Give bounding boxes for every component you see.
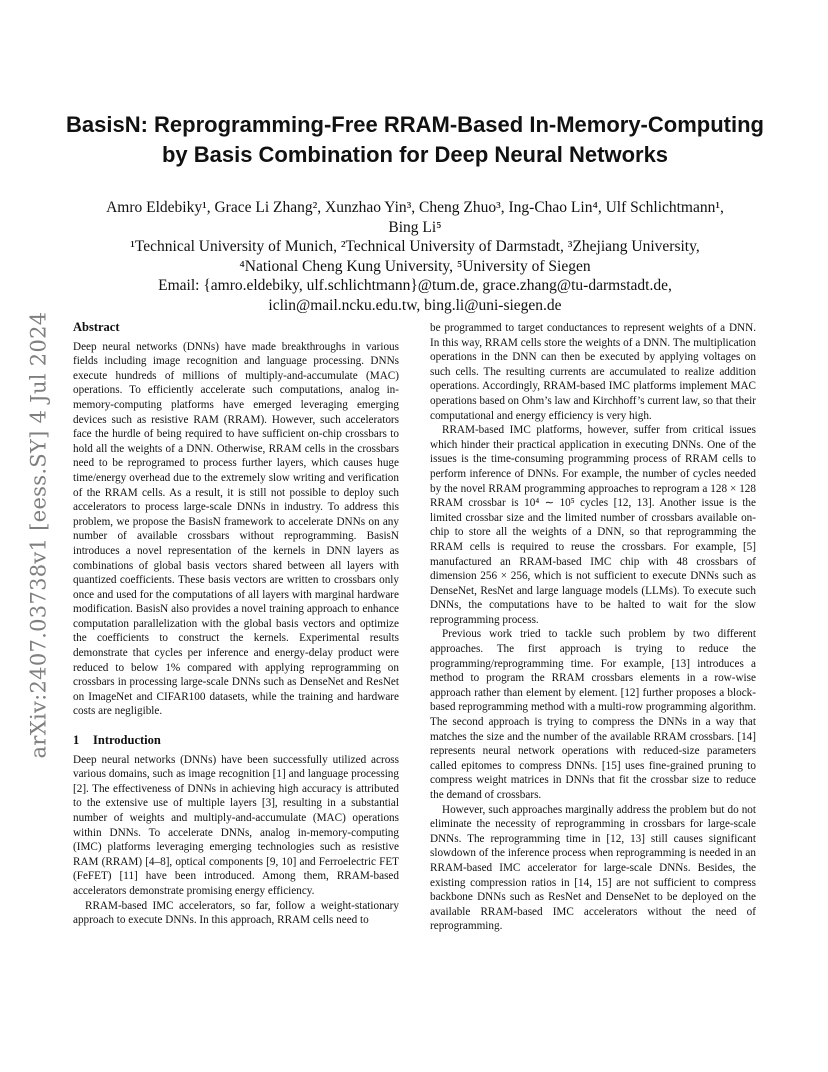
affiliations-line-2: ⁴National Cheng Kung University, ⁵University of Siegen xyxy=(239,257,591,275)
abstract-heading: Abstract xyxy=(73,320,120,334)
author-block xyxy=(70,198,760,315)
right-paragraph-3: Previous work tried to tackle such problem by two different approaches. The first approach is trying to reduce the programming/reprogramming time. For example, [13] introduces a method to program the RRAM crossbars elements in a row-wise approach rather than element by element. [12] further proposes a block-based reprogramming method with a multi-row programming algorithm. The second approach is trying to compress the DNNs in a way that matches the size and the number of the available RRAM crossbars. [14] represents neural network operations with reduced-size parameters called epitomes to compress DNNs. [15] uses fine-grained pruning to compress weight matrices in DNNs that fit the crossbar size to reduce the demand of crossbars. xyxy=(430,628,756,801)
right-paragraph-1: be programmed to target conductances to represent weights of a DNN. In this way, RRAM cells store the weights of a DNN. The multiplication operations in the DNN can then be executed by applying voltages on such cells. The resulting currents are accumulated to realize addition operations. Accordingly, RRAM-based IMC platforms implement MAC operations based on Ohm’s law and Kirchhoff’s current law, so that their computational and energy efficiency is very high. xyxy=(430,322,756,422)
emails-line-1: Email: {amro.eldebiky, ulf.schlichtmann}@tum.de, grace.zhang@tu-darmstadt.de, xyxy=(158,277,672,294)
section-number: 1 xyxy=(73,733,80,748)
affiliations-line-1: ¹Technical University of Munich, ²Technical University of Darmstadt, ³Zhejiang University, xyxy=(130,238,700,255)
intro-paragraph-1: Deep neural networks (DNNs) have been successfully utilized across various domains, such as image recognition [1] and language processing [2]. The effectiveness of DNNs in achieving high accuracy is attributed to the extensive use of multiple layers [3], resulting in a substantial number of weights and multiply-and-accumulate (MAC) operations within DNNs. To accelerate DNNs, analog in-memory-computing (IMC) platforms leveraging emerging technologies such as resistive RAM (RRAM) [4–8], optical components [9, 10] and Ferroelectric FET (FeFET) [11] have been introduced. Among them, RRAM-based accelerators demonstrate promising energy efficiency. xyxy=(73,753,399,897)
right-paragraph-2: RRAM-based IMC platforms, however, suffer from critical issues which hinder their practical application in executing DNNs. One of the issues is the time-consuming programming process of RRAM cells to perform inference of DNNs. For example, the number of cycles needed by the novel RRAM programming approaches to reprogram a 128 × 128 RRAM crossbar is 10⁴ ∼ 10⁵ cycles [12, 13]. Another issue is the limited crossbar size and the limited number of crossbars available on-chip to store all the weights of a DNN, so that reprogramming the RRAM cells is required to reuse the crossbars. For example, [5] manufactured an RRAM-based IMC chip with 48 crossbars of dimension 256 × 256, which is not sufficient to execute DNNs such as DenseNet, ResNet and large language models (LLMs). To execute such DNNs, the computations have to be halted to wait for the slow reprogramming process. xyxy=(430,424,756,626)
section-title: Introduction xyxy=(93,733,161,748)
emails-line-2: iclin@mail.ncku.edu.tw, bing.li@uni-siegen.de xyxy=(268,296,562,314)
abstract-text: Deep neural networks (DNNs) have made breakthroughs in various fields including image recognition and language processing. DNNs execute hundreds of millions of multiply-and-accumulate (MAC) operations. To efficiently accelerate such computations, analog in-memory-computing platforms have emerged leveraging emerging devices such as resistive RAM (RRAM). However, such accelerators face the hurdle of being required to have sufficient on-chip crossbars to hold all the weights of a DNN. Otherwise, RRAM cells in the crossbars need to be reprogramed to process further layers, which causes huge time/energy overhead due to the extremely slow writing and verification of the RRAM cells. As a result, it is still not possible to deploy such accelerators to process large-scale DNNs in industry. To address this problem, we propose the BasisN framework to accelerate DNNs on any number of available crossbars without reprogramming. BasisN introduces a novel representation of the kernels in DNN layers as combinations of global basis vectors shared between all layers with quantized coefficients. These basis vectors are written to crossbars only once and used for the computations of all layers with marginal hardware modification. BasisN also provides a novel training approach to enhance computation parallelization with the global basis vectors and optimize the coefficients to construct the kernels. Experimental results demonstrate that cycles per inference and energy-delay product were reduced to below 1% compared with applying reprogramming on crossbars in processing large-scale DNNs such as DenseNet and ResNet on ImageNet and CIFAR100 datasets, while the training and hardware costs are negligible. xyxy=(73,340,399,718)
right-paragraph-4: However, such approaches marginally address the problem but do not eliminate the necessity of reprogramming in crossbars for large-scale DNNs. The reprogramming time in [12, 13] still causes significant slowdown of the inference process when reprogramming is needed in an RRAM-based IMC accelerator for large-scale DNNs. Besides, the existing compression ratios in [14, 15] are not sufficient to compress backbone DNNs such as ResNet and DenseNet to be deployed on the available RRAM-based IMC accelerators without the need of reprogramming. xyxy=(430,803,756,933)
left-column xyxy=(73,320,399,928)
arxiv-identifier-stamp xyxy=(18,300,58,770)
author-names-line-2: Bing Li⁵ xyxy=(388,218,442,236)
introduction-heading xyxy=(73,733,399,748)
paper-title: BasisN: Reprogramming-Free RRAM-Based In-Memory-Computing by Basis Combination for Deep Neural Networks xyxy=(66,112,764,167)
intro-paragraph-2: RRAM-based IMC accelerators, so far, follow a weight-stationary approach to execute DNNs. In this approach, RRAM cells need to xyxy=(73,899,399,927)
author-names-line-1: Amro Eldebiky¹, Grace Li Zhang², Xunzhao Yin³, Cheng Zhuo³, Ing-Chao Lin⁴, Ulf Schlichtmann¹, xyxy=(106,199,724,216)
arxiv-identifier-text[interactable]: arXiv:2407.03738v1 [eess.SY] 4 Jul 2024 xyxy=(26,311,50,759)
right-column xyxy=(430,321,756,934)
